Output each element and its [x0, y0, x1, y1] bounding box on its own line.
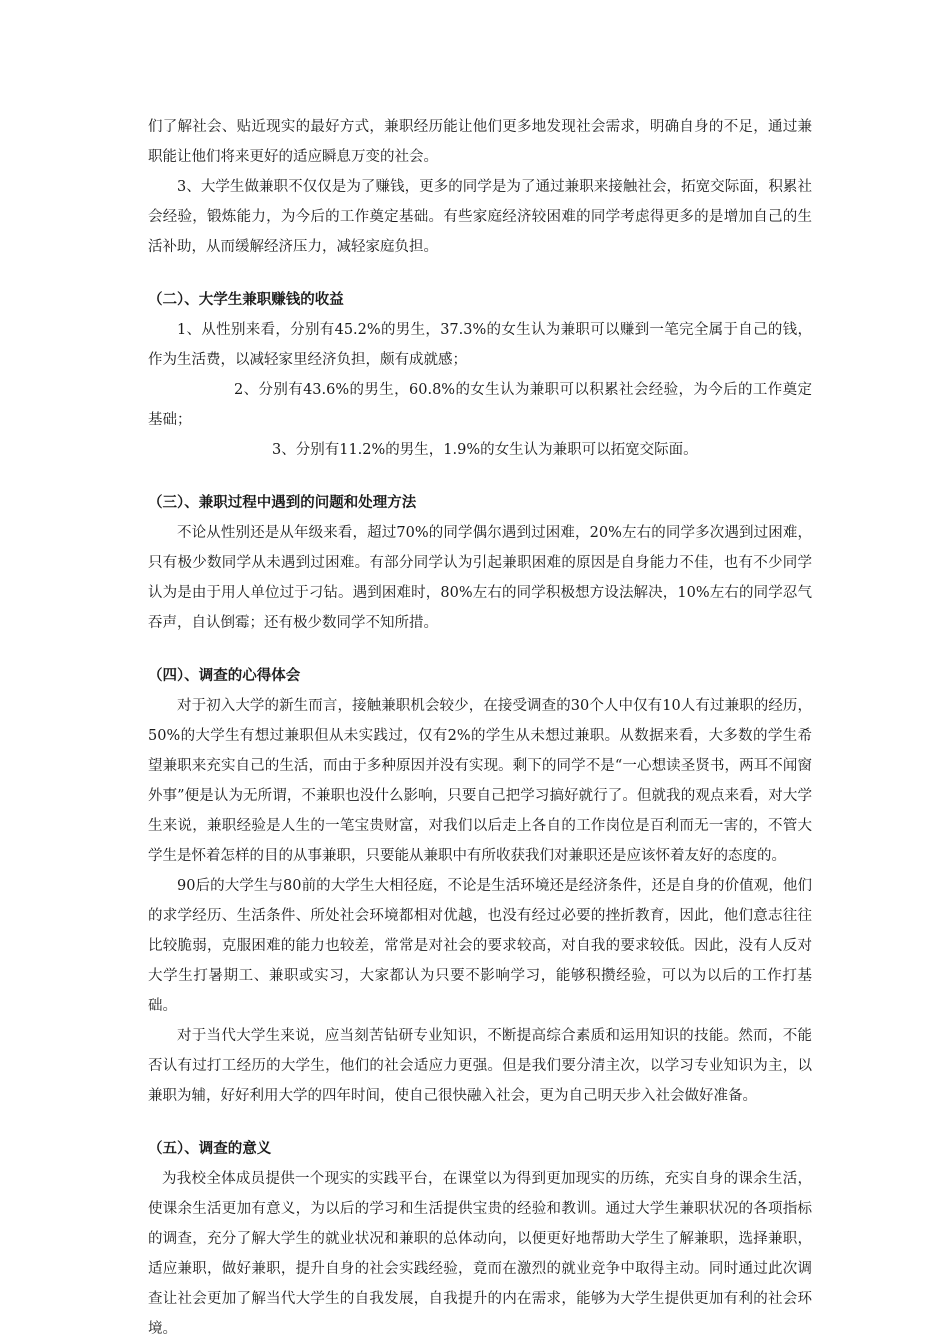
section-5-paragraph-1: 为我校全体成员提供一个现实的实践平台，在课堂以为得到更加现实的历练，充实自身的课余生活，使课余生活更加有意义，为以后的学习和生活提供宝贵的经验和教训。通过大学生兼职状况的各项指标的调查，充分了解大学生的就业状况和兼职的总体动向，以便更好地帮助大学生了解兼职，选择兼职，适应兼职，做好兼职，提升自身的社会实践经验，竟而在激烈的就业竞争中取得主动。同时通过此次调查让社会更加了解当代大学生的自我发展，自我提升的内在需求，能够为大学生提供更加有利的社会环境。 — [148, 1171, 812, 1337]
section-3-heading: （三）、兼职过程中遇到的问题和处理方法 — [148, 495, 417, 511]
intro-paragraph-1: 们了解社会、贴近现实的最好方式，兼职经历能让他们更多地发现社会需求，明确自身的不足，通过兼职能让他们将来更好的适应瞬息万变的社会。 — [148, 119, 812, 165]
section-4-paragraph-3: 对于当代大学生来说，应当刻苦钻研专业知识，不断提高综合素质和运用知识的技能。然而，不能否认有过打工经历的大学生，他们的社会适应力更强。但是我们要分清主次，以学习专业知识为主，以兼职为辅，好好利用大学的四年时间，使自己很快融入社会，更为自己明天步入社会做好准备。 — [148, 1028, 812, 1104]
section-2-paragraph-3: 3、分别有11.2%的男生，1.9%的女生认为兼职可以拓宽交际面。 — [272, 442, 698, 458]
section-4-heading: （四）、调查的心得体会 — [148, 668, 301, 684]
section-2-heading: （二）、大学生兼职赚钱的收益 — [148, 292, 344, 308]
section-2-paragraph-2: 2、分别有43.6%的男生，60.8%的女生认为兼职可以积累社会经验，为今后的工作奠定基础； — [148, 382, 812, 428]
section-4-paragraph-1: 对于初入大学的新生而言，接触兼职机会较少，在接受调查的30个人中仅有10人有过兼职的经历，50%的大学生有想过兼职但从未实践过，仅有2%的学生从未想过兼职。从数据来看，大多数的学生希望兼职来充实自己的生活，而由于多种原因并没有实现。剩下的同学不是“一心想读圣贤书，两耳不闻窗外事”便是认为无所谓，不兼职也没什么影响，只要自己把学习搞好就行了。但就我的观点来看，对大学生来说，兼职经验是人生的一笔宝贵财富，对我们以后走上各自的工作岗位是百利而无一害的，不管大学生是怀着怎样的目的从事兼职，只要能从兼职中有所收获我们对兼职还是应该怀着友好的态度的。 — [148, 698, 812, 864]
section-5-heading: （五）、调查的意义 — [148, 1141, 272, 1157]
document-body — [148, 112, 812, 1344]
section-2-paragraph-1: 1、从性别来看，分别有45.2%的男生，37.3%的女生认为兼职可以赚到一笔完全属于自己的钱，作为生活费，以减轻家里经济负担，颇有成就感； — [148, 322, 812, 368]
section-3-paragraph-1: 不论从性别还是从年级来看，超过70%的同学偶尔遇到过困难，20%左右的同学多次遇到过困难，只有极少数同学从未遇到过困难。有部分同学认为引起兼职困难的原因是自身能力不佳，也有不少同学认为是由于用人单位过于刁钻。遇到困难时，80%左右的同学积极想方设法解决，10%左右的同学忍气吞声，自认倒霉；还有极少数同学不知所措。 — [148, 525, 812, 631]
intro-paragraph-2: 3、大学生做兼职不仅仅是为了赚钱，更多的同学是为了通过兼职来接触社会，拓宽交际面，积累社会经验，锻炼能力，为今后的工作奠定基础。有些家庭经济较困难的同学考虑得更多的是增加自己的生活补助，从而缓解经济压力，减轻家庭负担。 — [148, 179, 812, 255]
section-4-paragraph-2: 90后的大学生与80前的大学生大相径庭，不论是生活环境还是经济条件，还是自身的价值观，他们的求学经历、生活条件、所处社会环境都相对优越，也没有经过必要的挫折教育，因此，他们意志往往比较脆弱，克服困难的能力也较差，常常是对社会的要求较高，对自我的要求较低。因此，没有人反对大学生打暑期工、兼职或实习，大家都认为只要不影响学习，能够积攒经验，可以为以后的工作打基础。 — [148, 878, 812, 1014]
